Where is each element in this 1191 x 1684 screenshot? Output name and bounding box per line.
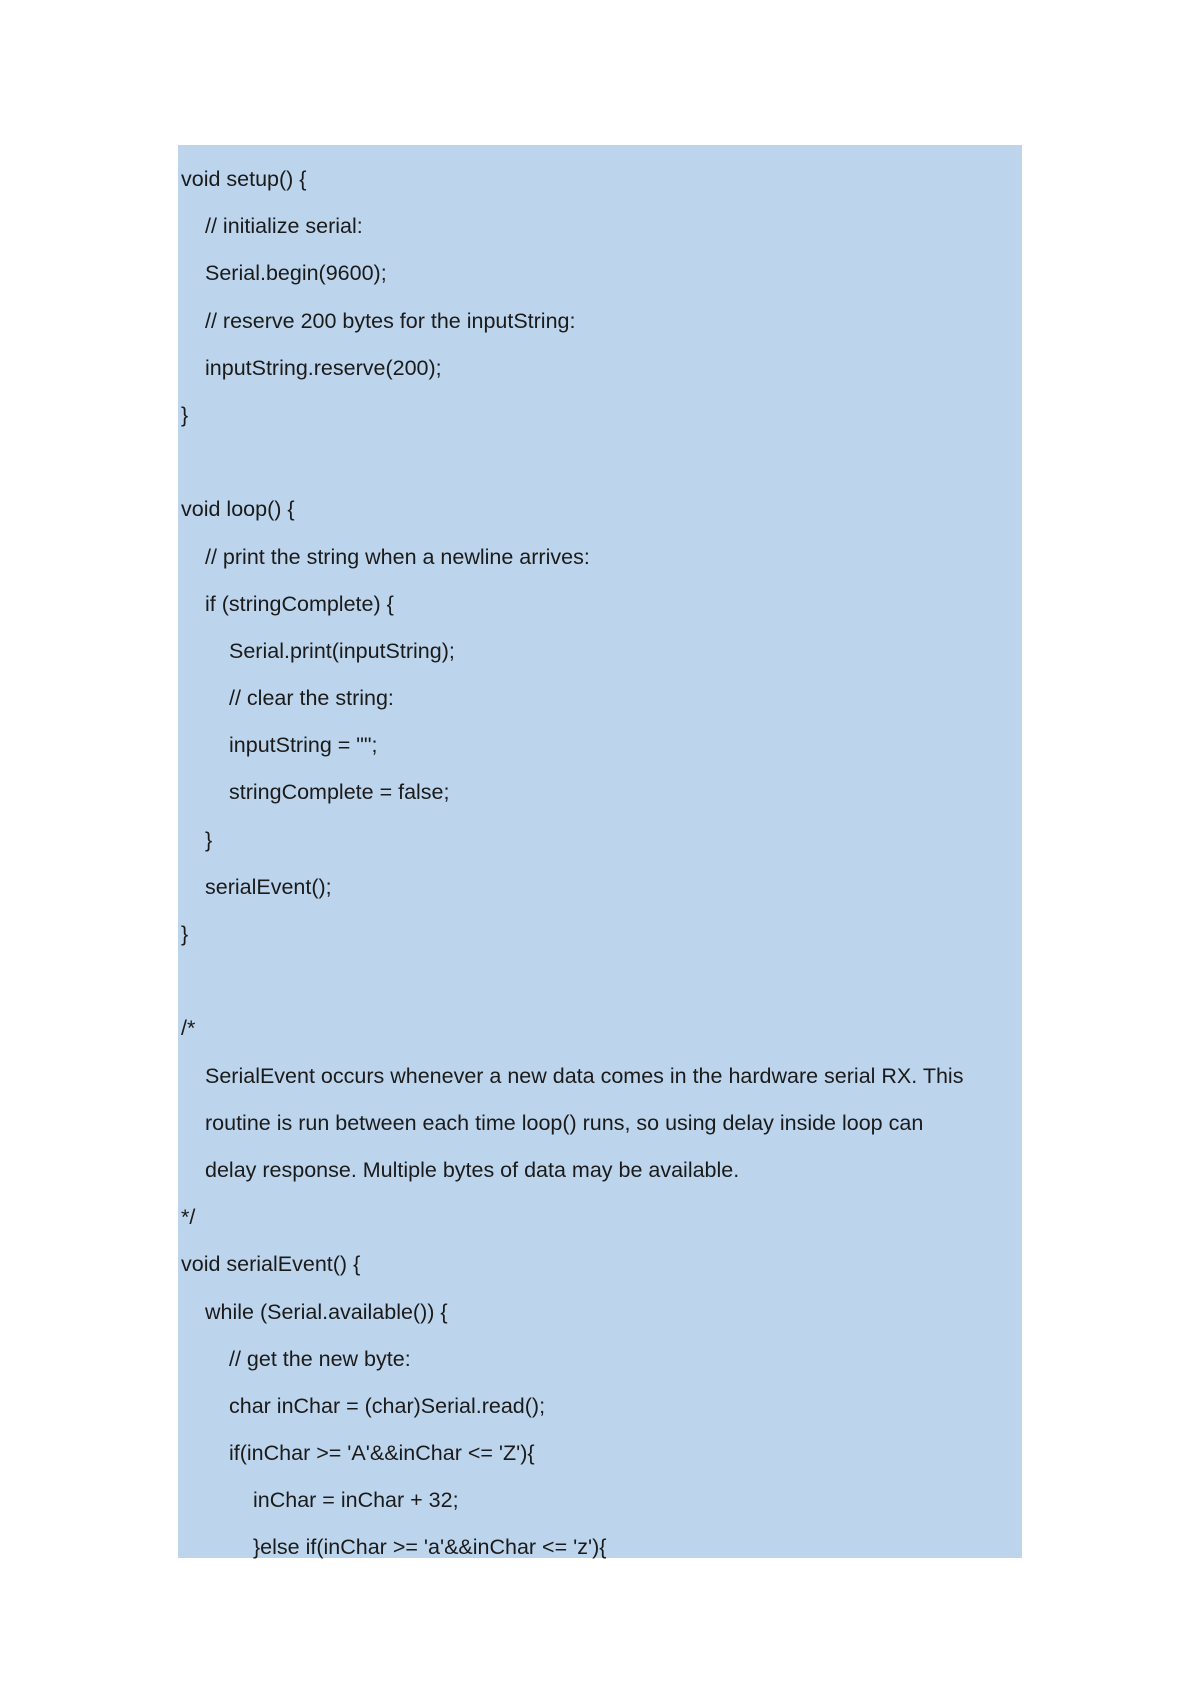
code-line: serialEvent(); [205, 874, 332, 899]
code-line: Serial.begin(9600); [205, 261, 387, 286]
code-line: // print the string when a newline arrives: [205, 544, 590, 569]
code-line: /* [181, 1016, 196, 1041]
code-line: inChar = inChar + 32; [253, 1488, 459, 1513]
code-line: } [181, 402, 189, 427]
code-line: // initialize serial: [205, 214, 363, 239]
code-line: void loop() { [181, 497, 295, 522]
code-line: stringComplete = false; [229, 780, 450, 805]
code-line: // reserve 200 bytes for the inputString: [205, 308, 576, 333]
code-line: inputString = ""; [229, 733, 378, 758]
blank-line [178, 439, 1022, 486]
code-line: } [205, 827, 213, 852]
code-line: */ [181, 1205, 196, 1230]
code-line: SerialEvent occurs whenever a new data comes in the hardware serial RX. This [205, 1063, 964, 1088]
code-line: // clear the string: [229, 686, 394, 711]
blank-line [178, 958, 1022, 1005]
code-line: if(inChar >= 'A'&&inChar <= 'Z'){ [229, 1441, 535, 1466]
code-line: inputString.reserve(200); [205, 355, 442, 380]
code-line: void serialEvent() { [181, 1252, 361, 1277]
code-line: // get the new byte: [229, 1346, 411, 1371]
code-line: routine is run between each time loop() runs, so using delay inside loop can [205, 1110, 924, 1135]
code-line: }else if(inChar >= 'a'&&inChar <= 'z'){ [253, 1535, 607, 1560]
code-line: char inChar = (char)Serial.read(); [229, 1393, 546, 1418]
code-block [178, 145, 1022, 1558]
code-line: if (stringComplete) { [205, 591, 394, 616]
code-line: void setup() { [181, 167, 307, 191]
code-line: delay response. Multiple bytes of data may be available. [205, 1157, 740, 1182]
code-line: } [181, 922, 189, 946]
code-line: while (Serial.available()) { [205, 1299, 448, 1324]
code-line: Serial.print(inputString); [229, 638, 455, 663]
